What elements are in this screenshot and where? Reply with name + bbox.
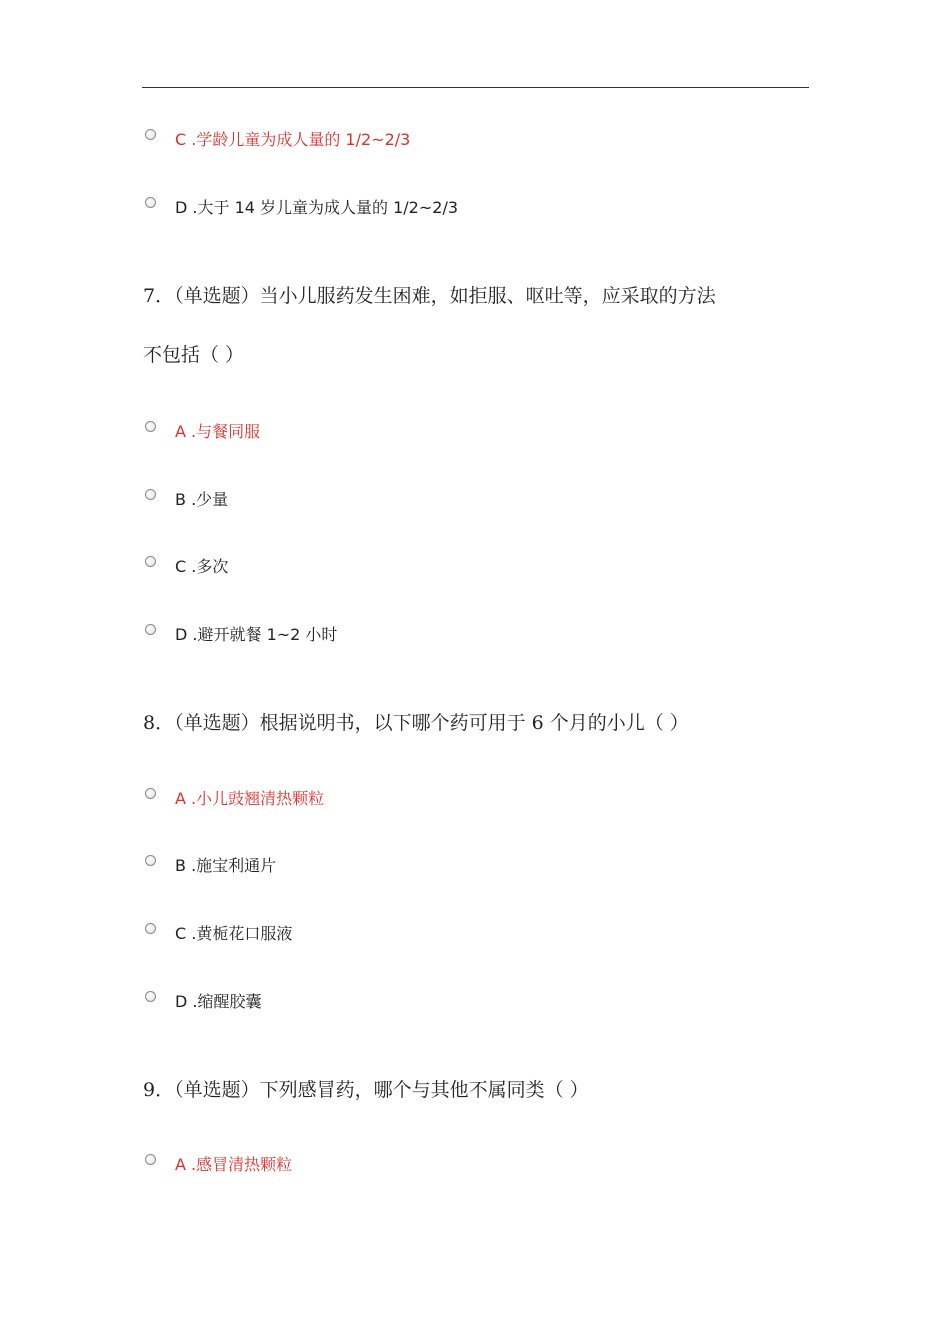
option-label: C .学龄儿童为成人量的 1/2~2/3 [175, 130, 411, 149]
question-9-text: 9．（单选题）下列感冒药，哪个与其他不属同类（ ） [143, 1079, 589, 1101]
q8-option-d[interactable] [145, 990, 262, 1014]
radio-icon[interactable] [145, 855, 156, 866]
option-label: D .缩醒胶囊 [175, 992, 262, 1011]
q6-option-d[interactable] [145, 196, 458, 220]
q8-option-b[interactable] [145, 854, 276, 878]
option-label: C .多次 [175, 557, 229, 576]
radio-icon[interactable] [145, 421, 156, 432]
radio-icon[interactable] [145, 624, 156, 635]
q7-option-b[interactable] [145, 488, 228, 512]
radio-icon[interactable] [145, 556, 156, 567]
option-label: B .施宝利通片 [175, 856, 277, 875]
question-7-text-line1: 7．（单选题）当小儿服药发生困难，如拒服、呕吐等，应采取的方法 [143, 285, 716, 307]
q6-option-c[interactable] [145, 128, 410, 152]
top-divider [142, 87, 809, 88]
option-label: A .与餐同服 [175, 422, 261, 441]
q7-option-a[interactable] [145, 420, 260, 444]
radio-icon[interactable] [145, 129, 156, 140]
radio-icon[interactable] [145, 197, 156, 208]
option-label: D .避开就餐 1~2 小时 [175, 625, 338, 644]
radio-icon[interactable] [145, 489, 156, 500]
q7-option-d[interactable] [145, 623, 337, 647]
q8-option-a[interactable] [145, 787, 324, 811]
radio-icon[interactable] [145, 923, 156, 934]
q7-option-c[interactable] [145, 555, 228, 579]
option-label: B .少量 [175, 490, 229, 509]
q8-option-c[interactable] [145, 922, 292, 946]
q9-option-a[interactable] [145, 1153, 292, 1177]
option-label: A .小儿豉翘清热颗粒 [175, 789, 325, 808]
option-label: D .大于 14 岁儿童为成人量的 1/2~2/3 [175, 198, 459, 217]
option-label: A .感冒清热颗粒 [175, 1155, 293, 1174]
question-8-text: 8．（单选题）根据说明书，以下哪个药可用于 6 个月的小儿（ ） [143, 712, 689, 734]
option-label: C .黄栀花口服液 [175, 924, 293, 943]
radio-icon[interactable] [145, 788, 156, 799]
radio-icon[interactable] [145, 1154, 156, 1165]
question-7-text-line2: 不包括（ ） [143, 344, 245, 366]
radio-icon[interactable] [145, 991, 156, 1002]
